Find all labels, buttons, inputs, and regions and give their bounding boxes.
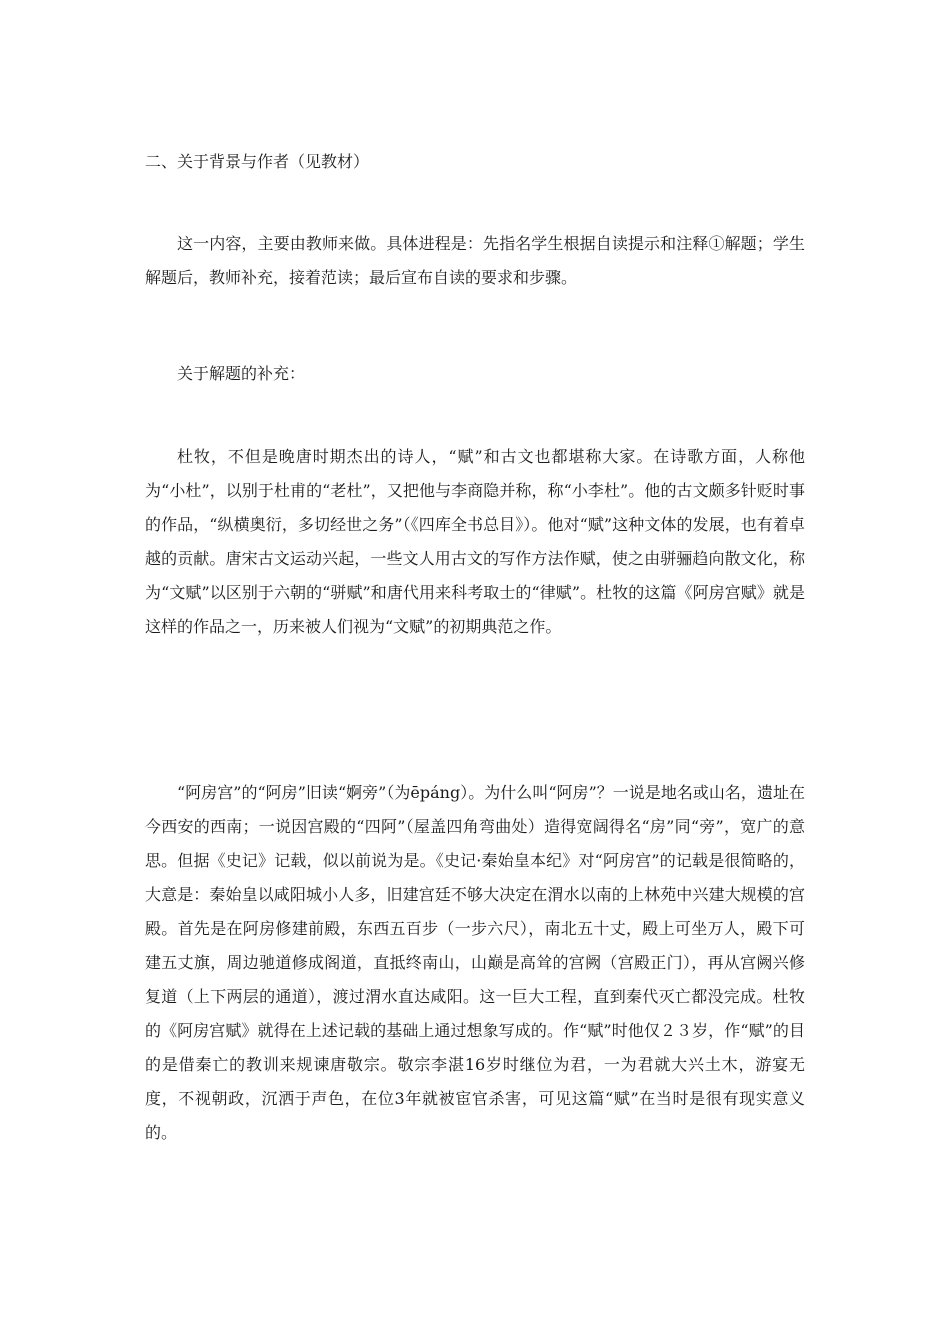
paragraph-supplement-title: 关于解题的补充： [177,364,306,383]
paragraph-epang-palace: “阿房宫”的“阿房”旧读“婀旁”（为ēpáng）。为什么叫“阿房”？一说是地名或山名，遗址在今西安的西南；一说因宫殿的“四阿”（屋盖四角弯曲处）造得宽阔得名“房”同“旁”，宽广的意思。但据《史记》记载，似以前说为是。《史记·秦始皇本纪》对“阿房宫”的记载是很简略的，大意是：秦始皇以咸阳城小人多，旧建宫廷不够大决定在渭水以南的上林苑中兴建大规模的宫殿。首先是在阿房修建前殿，东西五百步（一步六尺），南北五十丈，殿上可坐万人，殿下可建五丈旗，周边驰道修成阁道，直抵终南山，山巅是高耸的宫阙（宫殿正门），再从宫阙兴修复道（上下两层的通道），渡过渭水直达咸阳。这一巨大工程，直到秦代灭亡都没完成。杜牧的《阿房宫赋》就得在上述记载的基础上通过想象写成的。作“赋”时他仅２３岁，作“赋”的目的是借秦亡的教训来规谏唐敬宗。敬宗李湛16岁时继位为君，一为君就大兴土木，游宴无度，不视朝政，沉洒于声色，在位3年就被宦官杀害，可见这篇“赋”在当时是很有现实意义的。 [145,783,805,1142]
section-heading: 二、关于背景与作者（见教材） [145,152,370,171]
paragraph-du-mu: 杜牧，不但是晚唐时期杰出的诗人，“赋”和古文也都堪称大家。在诗歌方面，人称他为“小杜”，以别于杜甫的“老杜”，又把他与李商隐并称，称“小李杜”。他的古文颇多针贬时事的作品，“纵横奥衍，多切经世之务”（《四库全书总目》）。他对“赋”这种文体的发展，也有着卓越的贡献。唐宋古文运动兴起，一些文人用古文的写作方法作赋，使之由骈骊趋向散文化，称为“文赋”以区别于六朝的“骈赋”和唐代用来科考取士的“律赋”。杜牧的这篇《阿房宫赋》就是这样的作品之一，历来被人们视为“文赋”的初期典范之作。 [145,447,805,636]
paragraph-process: 这一内容，主要由教师来做。具体进程是：先指名学生根据自读提示和注释①解题；学生解题后，教师补充，接着范读；最后宣布自读的要求和步骤。 [145,234,805,287]
